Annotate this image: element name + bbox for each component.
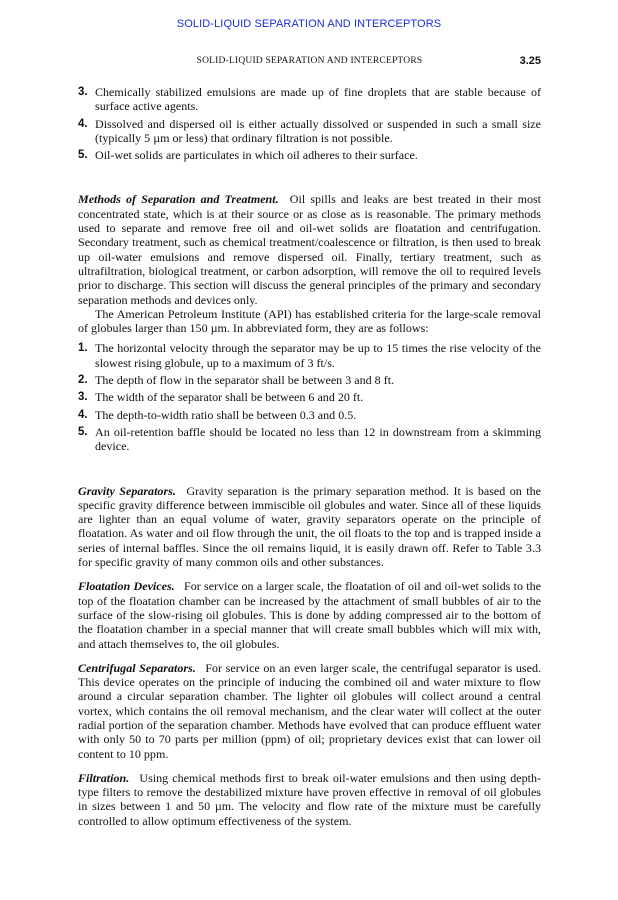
centrifugal-paragraph — [78, 661, 541, 761]
list-text: The depth-to-width ratio shall be between 0.3 and 0.5. — [95, 407, 357, 422]
list-item — [78, 85, 541, 114]
list-number: 5. — [78, 149, 88, 162]
list-number: 5. — [78, 425, 88, 438]
filtration-heading: Filtration. — [78, 770, 130, 785]
floatation-heading: Floatation Devices. — [78, 579, 175, 594]
methods-heading: Methods of Separation and Treatment. — [78, 192, 279, 207]
running-title: SOLID-LIQUID SEPARATION AND INTERCEPTORS — [196, 56, 423, 66]
centrifugal-body: For service on an even larger scale, the centrifugal separator is used. This device operates on the principle of inducing the combined oil and water mixture to flow around a circular separation chamber. The lighter oil globules will collect around a central vortex, which contains the oil removal mechanism, and the clear water will collect at the outer radial portion of the separation chamber. Methods have evolved that can produce effluent water with only 50 to 70 parts per million (ppm) of oil; proprietary devices exist that can lower oil content to 10 ppm. — [78, 660, 541, 761]
list-item — [78, 408, 541, 422]
list-text: Chemically stabilized emulsions are made up of fine droplets that are stable because of surface active agents. — [95, 85, 541, 114]
floatation-body: For service on a larger scale, the floatation of oil and oil-wet solids to the top of the floatation chamber can be increased by the attachment of small bubbles of air to the surface of the slow-rising oil globules. This is done by adding compressed air to the bottom of the floatation chamber in a special manner that will create small bubbles which will mix with, and attach themselves to, the oil globules. — [78, 579, 541, 651]
page-content — [78, 85, 541, 828]
running-head — [78, 56, 541, 70]
list-text: Oil-wet solids are particulates in which oil adheres to their surface. — [95, 148, 418, 163]
list-text: An oil-retention baffle should be located no less than 12 in downstream from a skimming device. — [95, 424, 541, 454]
list-item — [78, 425, 541, 454]
list-number: 2. — [78, 374, 88, 387]
page-number: 3.25 — [519, 55, 541, 67]
list-item — [78, 148, 541, 162]
filtration-paragraph — [78, 771, 541, 828]
list-number: 1. — [78, 342, 88, 355]
gravity-body: Gravity separation is the primary separation method. It is based on the specific gravity difference between immiscible oil globules and water. Since all of these liquids are lighter than an equal volume of water, gravity separators operate on the principle of floatation. As water and oil flow through the unit, the oil floats to the top and is trapped inside a series of internal baffles. Since the oil remains liquid, it is easily drawn off. Refer to Table 3.3 for specific gravity of many common oils and other substances. — [78, 483, 541, 570]
list-number: 3. — [78, 86, 88, 98]
methods-paragraph — [78, 192, 541, 306]
methods-body: Oil spills and leaks are best treated in their most concentrated state, which is at their source or as close as is reasonable. The primary methods used to separate and remove free oil and oil-wet solids are floatation and centrifugation. Secondary treatment, such as chemical treatment/coalescence or filtration, is then used to break up oil-water emulsions and remove dispersed oil. Finally, tertiary treatment, such as ultrafiltration, biological treatment, or carbon adsorption, will remove the oil to required levels prior to discharge. This section will discuss the general principles of the primary and secondary separation methods and devices only. — [78, 192, 542, 307]
list-text: Dissolved and dispersed oil is either actually dissolved or suspended in such a small size (typically 5 µm or less) that ordinary filtration is not possible. — [95, 116, 541, 145]
list-text: The width of the separator shall be between 6 and 20 ft. — [95, 390, 364, 405]
list-item — [78, 390, 541, 404]
list-item — [78, 117, 541, 146]
list-text: The horizontal velocity through the separator may be up to 15 times the rise velocity of the slowest rising globule, up to a maximum of 3 ft/s. — [95, 341, 541, 370]
floatation-paragraph — [78, 579, 541, 650]
header-banner: SOLID-LIQUID SEPARATION AND INTERCEPTORS — [176, 18, 442, 30]
list-item — [78, 373, 541, 387]
gravity-heading: Gravity Separators. — [78, 483, 176, 498]
list-item — [78, 341, 541, 370]
oil-types-list — [78, 85, 541, 162]
api-paragraph: The American Petroleum Institute (API) has established criteria for the large-scale removal of globules larger than 150 µm. In abbreviated form, they are as follows: — [78, 306, 541, 336]
api-criteria-list — [78, 341, 541, 453]
centrifugal-heading: Centrifugal Separators. — [78, 660, 196, 675]
gravity-paragraph — [78, 484, 541, 570]
filtration-body: Using chemical methods first to break oil-water emulsions and then using depth-type filters to remove the destabilized mixture have proven effective in removal of oil globules in sizes between 1 and 50 µm. The velocity and flow rate of the mixture must be carefully controlled to allow optimum effectiveness of the system. — [78, 770, 541, 828]
list-number: 3. — [78, 391, 88, 404]
list-text: The depth of flow in the separator shall be between 3 and 8 ft. — [95, 373, 395, 388]
list-number: 4. — [78, 408, 88, 421]
list-number: 4. — [78, 117, 88, 130]
